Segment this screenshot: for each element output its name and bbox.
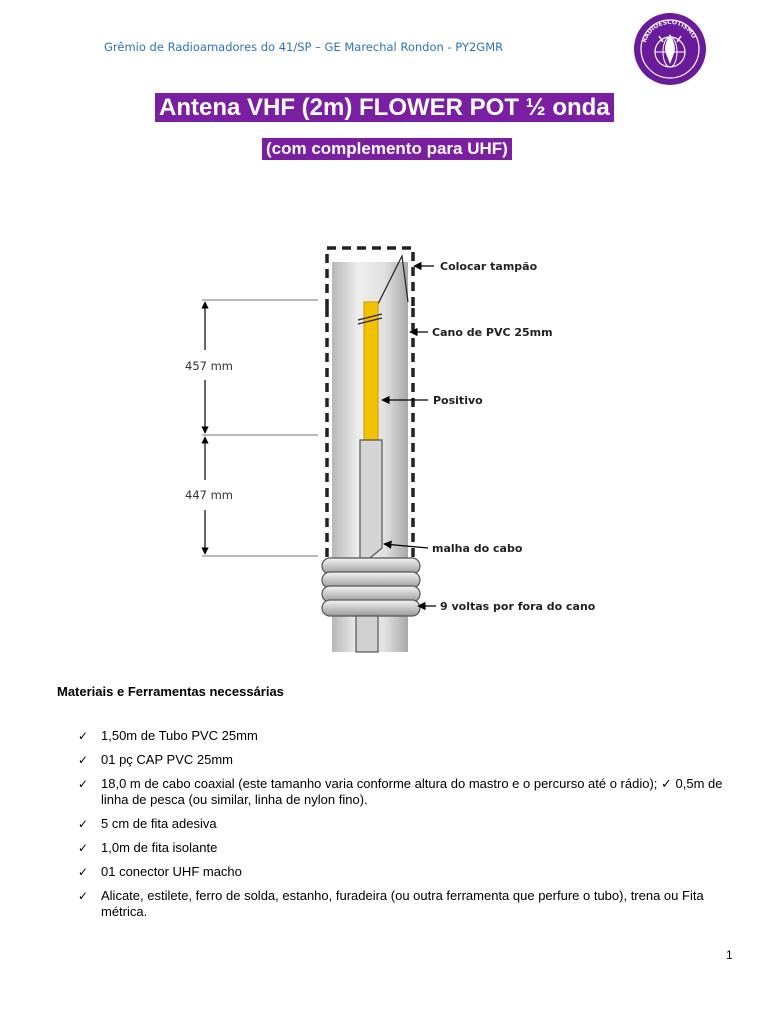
coax-shield — [360, 440, 382, 558]
list-item: ✓ Alicate, estilete, ferro de solda, estanho, furadeira (ou outra ferramenta que perfure o tubo), trena ou Fita métrica. — [78, 888, 704, 919]
page-number: 1 — [726, 948, 733, 962]
svg-text:RADIOESCOTISMO: RADIOESCOTISMO — [640, 18, 698, 44]
measure-upper: 457 mm — [185, 359, 234, 373]
check-icon: ✓ — [78, 865, 89, 879]
header-text: Grêmio de Radioamadores do 41/SP – GE Marechal Rondon - PY2GMR — [104, 40, 504, 54]
check-icon: ✓ — [78, 889, 89, 903]
check-icon: ✓ — [78, 729, 89, 743]
list-item: ✓ 5 cm de fita adesiva — [78, 816, 217, 831]
measure-lower: 447 mm — [185, 488, 234, 502]
positive-conductor — [364, 302, 378, 442]
check-icon: ✓ — [78, 753, 89, 767]
antenna-diagram — [170, 240, 610, 660]
label-cap: Colocar tampão — [440, 260, 538, 273]
check-icon: ✓ — [78, 817, 89, 831]
list-item: ✓ 01 conector UHF macho — [78, 864, 242, 879]
radioescotismo-logo — [633, 12, 707, 86]
check-icon: ✓ — [78, 841, 89, 855]
page-title: Antena VHF (2m) FLOWER POT ½ onda — [155, 93, 614, 122]
materials-list — [78, 728, 738, 928]
materials-heading: Materiais e Ferramentas necessárias — [57, 684, 284, 699]
list-item: ✓ 01 pç CAP PVC 25mm — [78, 752, 233, 767]
list-item: ✓ 1,0m de fita isolante — [78, 840, 218, 855]
list-item: ✓ 1,50m de Tubo PVC 25mm — [78, 728, 258, 743]
label-pipe: Cano de PVC 25mm — [432, 326, 553, 339]
label-positive: Positivo — [433, 394, 483, 407]
label-turns: 9 voltas por fora do cano — [440, 600, 596, 613]
check-icon: ✓ — [78, 777, 89, 791]
label-shield: malha do cabo — [432, 542, 523, 555]
list-item: ✓ 18,0 m de cabo coaxial (este tamanho varia conforme altura do mastro e o percurso até o rádio); ✓ 0,5m de linha de pesca (ou similar, linha de nylon fino). — [78, 776, 723, 807]
page-subtitle: (com complemento para UHF) — [262, 138, 512, 160]
